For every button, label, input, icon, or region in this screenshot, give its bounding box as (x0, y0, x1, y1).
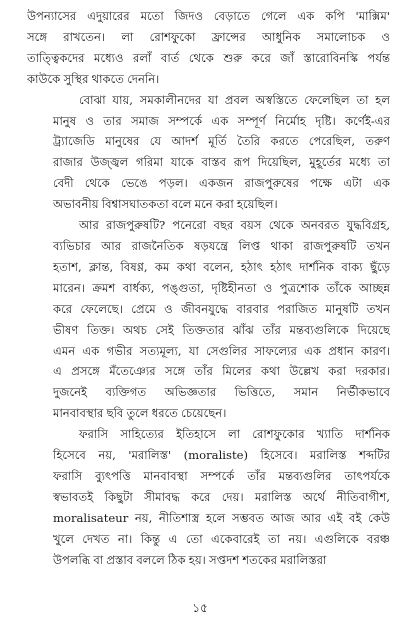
text-line: এমন এক গভীর সত্যমূল্য, যা সেগুলির সাফল্যের এক প্রধান কারণ। (53, 343, 390, 358)
text-line: খুলে দেখত না। কিন্তু এ তো একেবারেই তা নয়। এগুলিকে বরঞ্চ (53, 531, 390, 546)
text-line: moralisateur নয়, নীতিশাস্ত্র হলে সম্ভবত আজ আর এই বই কেউ (53, 510, 390, 525)
text-line: মানুষ ও তার সমাজ সম্পর্কে এক সম্পূর্ণ নির্মোহ দৃষ্টি। কর্ণেই-এর (53, 113, 390, 128)
text-line: হিসেবে নয়, 'মরালিস্ত' (moraliste) হিসেবে। মরালিস্ত শব্দটির (53, 448, 390, 463)
text-line: বোঝা যায়, সমকালীনদের যা প্রবল অস্বস্তিতে ফেলেছিল তা হল (79, 92, 390, 107)
text-line: ফরাসি ব্যুৎপত্তি মানবাবস্থা সম্পর্কে তাঁর মন্তব্যগুলির তাৎপর্যকে (53, 468, 390, 483)
text-body (27, 6, 390, 570)
text-line: সঙ্গে রাখতেন। লা রোশফুকো ফ্রান্সের আধুনিক সমালোচক ও (27, 29, 390, 44)
text-line: দুজনেই ব্যক্তিগত অভিজ্ঞতার ভিত্তিতে, সমান নির্ভীকভাবে (53, 385, 390, 400)
text-line: রাজার উজ্জ্বল গরিমা যাকে বাস্তব রূপ দিয়েছিল, মুহূর্তের মধ্যে তা (53, 155, 390, 170)
text-line: মারেন। ক্রমশ বার্ধক্য, পঙ্গুতা, দৃষ্টিহীনতা ও পুত্রশোক তাঁকে আচ্ছন্ন (53, 280, 390, 295)
paragraph (27, 6, 390, 90)
text-line: ফরাসি সাহিত্যের ইতিহাসে লা রোশফুকোর খ্যাতি দার্শনিক (79, 427, 390, 442)
text-line: তাত্ত্বিকদের মধ্যেও রলাঁ বার্ত থেকে শুরু করে জাঁ স্তারোবিনস্কি পর্যন্ত (27, 50, 390, 65)
text-line: মানবাবস্থার ছবি তুলে ধরতে চেয়েছেন। (53, 406, 227, 421)
text-line: আর রাজপুরুষটি? পনেরো বছর বয়স থেকে অনবরত যুদ্ধবিগ্রহ, (79, 218, 390, 233)
paragraph (27, 424, 390, 570)
paragraph (27, 90, 390, 215)
text-line: ব্যভিচার আর রাজনৈতিক ষড়যন্ত্রে লিপ্ত থাকা রাজপুরুষটি তখন (53, 238, 390, 253)
text-line: অভাবনীয় বিশ্বাসঘাতকতা বলে মনে করা হয়েছিল। (53, 197, 278, 212)
paragraph (27, 215, 390, 424)
text-line: বেদী থেকে ভেঙে পড়ল। একজন রাজপুরুষের পক্ষে এটা এক (53, 176, 390, 191)
text-line: ভীষণ তিক্ত। অথচ সেই তিক্ততার ঝাঁঝ তাঁর মন্তব্যগুলিকে দিয়েছে (53, 322, 390, 337)
text-line: উপন্যাসের এদুয়ারের মতো জিদও বেড়াতে গেলে এক কপি 'মাক্সিম' (27, 9, 390, 23)
text-line: কাউকে সুস্থির থাকতে দেননি। (27, 71, 160, 86)
text-line: করে ফেলেছে। প্রেমে ও জীবনযুদ্ধে বারবার পরাজিত মানুষটি তখন (53, 301, 390, 316)
text-line: উপলব্ধি বা প্রস্তাব বললে ঠিক হয়। সপ্তদশ শতকের মরালিস্তরা (53, 552, 327, 567)
page-number: ১৫ (192, 601, 208, 615)
text-line: স্বভাবতই কিছুটা সীমাবদ্ধ করে দেয়। মরালিস্ত অর্থে নীতিবাগীশ, (53, 489, 390, 504)
text-line: এ প্রসঙ্গে মঁতেঞ্যের সঙ্গে তাঁর মিলের কথা উল্লেখ করা দরকার। (53, 364, 390, 379)
text-line: ট্র্যাজেডি মানুষের যে আদর্শ মূর্তি তৈরি করতে পেরেছিল, তরুণ (53, 134, 390, 149)
text-line: হতাশ, ক্লান্ত, বিষণ্ণ, কম কথা বলেন, হঠাৎ হঠাৎ দার্শনিক বাক্য ছুঁড়ে (53, 259, 390, 274)
